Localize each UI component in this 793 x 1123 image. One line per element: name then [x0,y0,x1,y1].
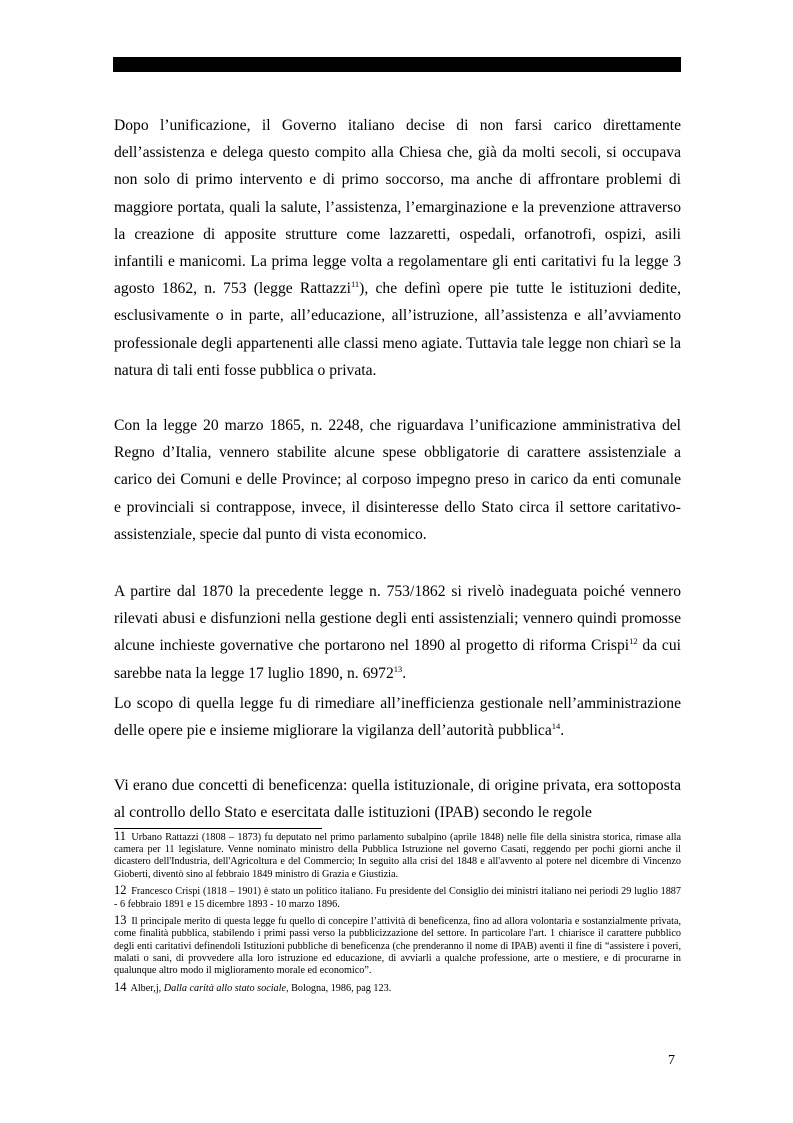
paragraph-scopo-legge: Lo scopo di quella legge fu di rimediare all’inefficienza gestionale nell’amministrazione delle opere pie e insieme migliorare la vigilanza dell’autorità pubblica$^{14}$. [114,695,681,740]
footnote-text: Francesco Crispi (1818 – 1901) è stato un politico italiano. Fu presidente del Consiglio dei ministri italiano nei periodi 29 luglio 1887 - 6 febbraio 1891 e 15 dicembre 1893 - 10 marzo 1896. [114,886,681,910]
paragraph-beneficenza: Vi erano due concetti di beneficenza: quella istituzionale, di origine privata, era sottoposta al controllo dello Stato e esercitata dalle istituzioni (IPAB) secondo le regole [114,777,681,822]
page-number: 7 [668,1053,675,1068]
footnote-author: Alber,j, [130,982,164,994]
footnote-publication: Bologna, 1986, pag 123. [288,982,392,994]
paragraph-riforma-crispi: A partire dal 1870 la precedente legge n. 753/1862 si rivelò inadeguata poiché vennero rilevati abusi e disfunzioni nella gestione degli enti assistenziali; vennero quindi promosse alcune inchieste governative che portarono nel 1890 al progetto di riforma Crispi$^{12}$ da cui sarebbe nata la legge 17 luglio 1890, n. 6972$^{13}$. [114,583,681,682]
footnotes-section [114,830,681,998]
footnote-13 [114,914,681,977]
footnote-number: 13 [114,913,127,928]
footnote-11 [114,830,681,881]
footnote-number: 14 [114,979,127,994]
header-rule [113,57,681,72]
footnote-number: 11 [114,829,127,843]
footnote-book-title: Dalla carità allo stato sociale, [163,982,289,994]
footnote-text: Il principale merito di questa legge fu quello di concepire l’attività di beneficenza, fino ad allora volontaria e sostanzialmente privata, come finalità pubblica, stabilendo i primi passi verso la pubblicizzazione del settore. In particolare l'art. 1 chiarisce il carattere pubblico degli enti caritativi definendoli Istituzioni pubbliche di beneficenza (che prenderanno il nome di IPAB) aventi il fine di “assistere i poveri, malati o sani, di provvedere alla loro istruzione ed educazione, di avviarli a qualche professione, arte o mestiere, e di procurarne in qualunque altro modo il miglioramento morale ed economico”. [114,916,682,977]
footnote-number: 12 [114,883,127,898]
paragraph-unificazione: Dopo l’unificazione, il Governo italiano decise di non farsi carico direttamente dell’assistenza e delega questo compito alla Chiesa che, già da molti secoli, si occupava non solo di primo intervento e di primo soccorso, ma anche di affrontare problemi di maggiore portata, quali la salute, l’assistenza, l’emarginazione e la prevenzione attraverso la creazione di apposite strutture come lazzaretti, ospedali, orfanotrofi, ospizi, asili infantili e manicomi. La prima legge volta a regolamentare gli enti caritativi fu la legge 3 agosto 1862, n. 753 (legge Rattazzi$^{11}$), che definì opere pie tutte le istituzioni dedite, esclusivamente o in parte, all’educazione, all’istruzione, all’assistenza e all’avviamento professionale degli appartenenti alle classi meno agiate. Tuttavia tale legge non chiarì se la natura di tali enti fosse pubblica o privata. [114,117,681,379]
footnote-text: Urbano Rattazzi (1808 – 1873) fu deputato nel primo parlamento subalpino (aprile 1848) nelle file della sinistra storica, rimase alla camera per 11 legislature. Venne nominato ministro della Pubblica Istruzione nel governo Casati, reggendo per pochi giorni anche il dicastero dell'Industria, dell'Agricoltura e del Commercio; In seguito alla crisi del 1848 e all'avvento al potere nel dicembre di Vincenzo Gioberti, diventò sino al febbraio 1849 ministro di Grazia e Giustizia. [114,832,681,880]
footnote-ref-11[interactable]: 11 [350,279,360,290]
footnote-14 [114,981,681,995]
footnote-ref-14[interactable]: 14 [551,721,561,732]
footnote-ref-13[interactable]: 13 [393,663,403,674]
footnote-separator [114,828,322,829]
footnote-12 [114,884,681,910]
paragraph-legge-1865: Con la legge 20 marzo 1865, n. 2248, che riguardava l’unificazione amministrativa del Regno d’Italia, vennero stabilite alcune spese obbligatorie di carattere assistenziale a carico dei Comuni e delle Province; al corposo impegno preso in carico da enti comunale e provinciali si contrappose, invece, il disinteresse dello Stato circa il settore caritativo-assistenziale, specie dal punto di vista economico. [114,417,681,543]
footnote-ref-12[interactable]: 12 [629,636,638,647]
